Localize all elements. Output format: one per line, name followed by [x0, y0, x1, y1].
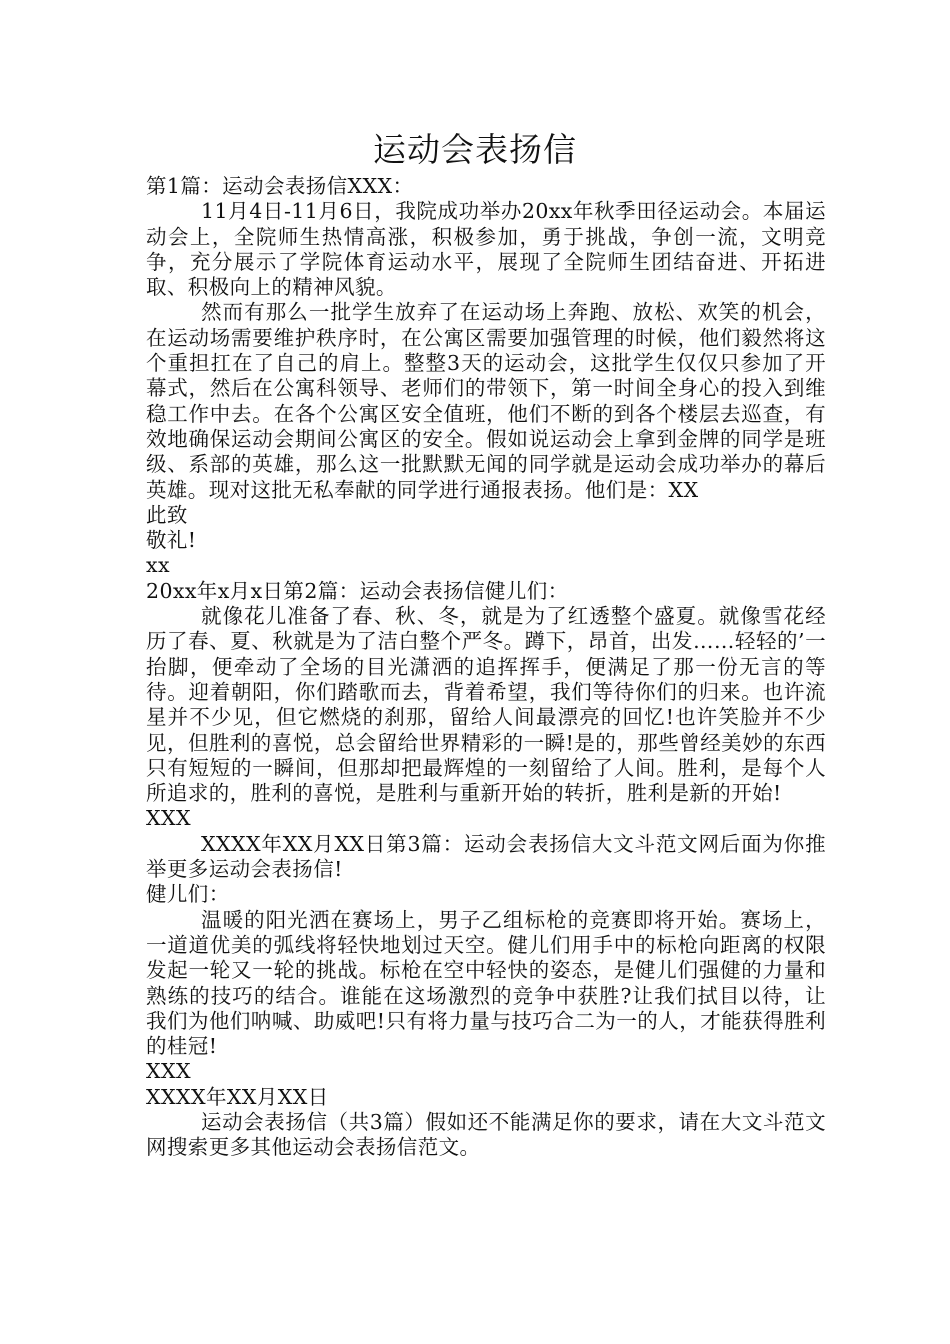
- date-and-heading: XXXX年XX月XX日第3篇：运动会表扬信大文斗范文网后面为你推举更多运动会表扬信!: [146, 831, 826, 882]
- closing-line: 敬礼!: [146, 528, 197, 553]
- signature: xx: [146, 553, 170, 578]
- document-body: [146, 174, 826, 1161]
- paragraph: 就像花儿准备了春、秋、冬，就是为了红透整个盛夏。就像雪花经历了春、夏、秋就是为了洁白整个严冬。蹲下，昂首，出发……轻轻的’一抬脚，便牵动了全场的目光潇洒的追挥挥手，便满足了那一份无言的等待。迎着朝阳，你们踏歌而去，背着希望，我们等待你们的归来。也许流星并不少见，但它燃烧的刹那，留给人间最漂亮的回忆!也许笑脸并不少见，但胜利的喜悦，总会留给世界精彩的一瞬!是的，那些曾经美妙的东西只有短短的一瞬间，但那却把最辉煌的一刻留给了人间。胜利，是每个人所追求的，胜利的喜悦，是胜利与重新开始的转折，胜利是新的开始!: [146, 604, 826, 806]
- signature: XXX: [146, 806, 191, 831]
- date-and-heading: 20xx年x月x日第2篇：运动会表扬信健儿们：: [146, 578, 569, 603]
- paragraph: 温暖的阳光洒在赛场上，男子乙组标枪的竞赛即将开始。赛场上，一道道优美的弧线将轻快地划过天空。健儿们用手中的标枪向距离的权限发起一轮又一轮的挑战。标枪在空中轻快的姿态，是健儿们强健的力量和熟练的技巧的结合。谁能在这场激烈的竞争中获胜?让我们拭目以待，让我们为他们呐喊、助威吧!只有将力量与技巧合二为一的人，才能获得胜利的桂冠!: [146, 907, 826, 1059]
- signature: XXX: [146, 1059, 191, 1084]
- paragraph: 然而有那么一批学生放弃了在运动场上奔跑、放松、欢笑的机会，在运动场需要维护秩序时，在公寓区需要加强管理的时候，他们毅然将这个重担扛在了自己的肩上。整整3天的运动会，这批学生仅仅只参加了开幕式，然后在公寓科领导、老师们的带领下，第一时间全身心的投入到维稳工作中去。在各个公寓区安全值班，他们不断的到各个楼层去巡查，有效地确保运动会期间公寓区的安全。假如说运动会上拿到金牌的同学是班级、系部的英雄，那么这一批默默无闻的同学就是运动会成功举办的幕后英雄。现对这批无私奉献的同学进行通报表扬。他们是：XX: [146, 300, 826, 502]
- document-title: 运动会表扬信: [373, 130, 577, 169]
- section-heading-1: 第1篇：运动会表扬信XXX：: [146, 174, 414, 198]
- closing-paragraph: 运动会表扬信（共3篇）假如还不能满足你的要求，请在大文斗范文网搜索更多其他运动会表扬信范文。: [146, 1109, 826, 1160]
- salutation: 健儿们：: [146, 882, 230, 907]
- paragraph: 11月4日-11月6日，我院成功举办20xx年秋季田径运动会。本届运动会上，全院师生热情高涨，积极参加，勇于挑战，争创一流，文明竞争，充分展示了学院体育运动水平，展现了全院师生团结奋进、开拓进取、积极向上的精神风貌。: [146, 199, 826, 300]
- closing-line: 此致: [146, 502, 188, 527]
- date-line: XXXX年XX月XX日: [146, 1084, 329, 1109]
